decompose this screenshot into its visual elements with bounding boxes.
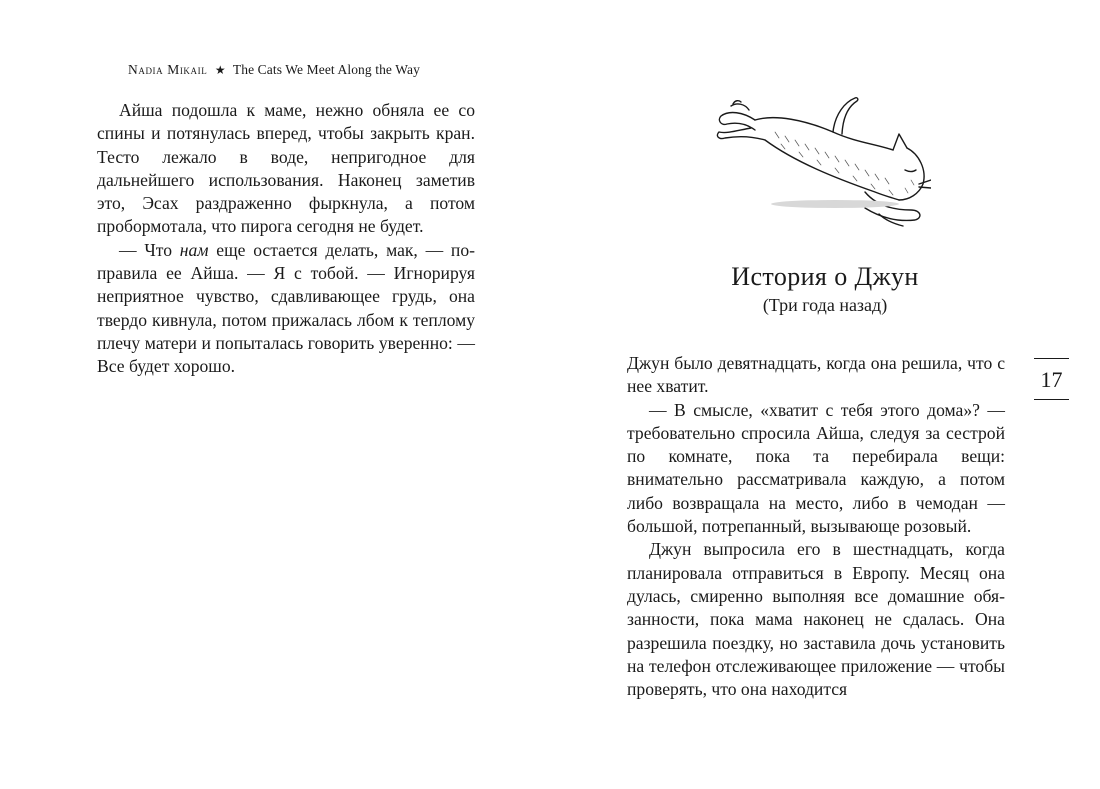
star-icon: ★ <box>214 63 226 77</box>
running-head-book-title: The Cats We Meet Along the Way <box>232 62 420 77</box>
text-run: — В смысле, «хватит с тебя этого дома»? — требовательно спросила Айша, следуя за сестрой по комнате, пока та перебирала вещи: внимательно рассматривала каждую, а потом либо возвращала на место, либо в чемодан — большой, потрепанный, вызывающе розовый. <box>627 399 1005 537</box>
right-page-body-text <box>627 352 1005 701</box>
chapter-title: История о Джун <box>731 262 919 291</box>
text-run: — Что <box>119 239 180 260</box>
chapter-subtitle: (Три года назад) <box>762 295 888 315</box>
text-run: еще остается делать, мак, — поправила ее Айша. — Я с тобой. — Игнорируя неприятное чувство, сдавливающее грудь, она твердо кивнула, потом прижалась лбом к теплому плечу матери и попыталась говорить уверенно: — Все будет хорошо. <box>97 239 475 377</box>
page-number: 17 <box>1034 358 1069 400</box>
sleeping-cat-icon <box>715 92 931 232</box>
left-page-body-text <box>97 99 475 379</box>
text-run: Джун выпросила его в шестнадцать, когда планировала отправиться в Европу. Месяц она дулась, смиренно выполняя все домашние обязанности, пока мама наконец не сдалась. Она разрешила поездку, но заставила дочь установить на телефон отслеживающее приложение — чтобы проверять, что она находится <box>627 539 1005 700</box>
paragraph <box>97 99 475 239</box>
paragraph <box>97 239 475 379</box>
running-head-author: Nadia Mikail <box>128 62 208 77</box>
italic-text-run: нам <box>179 239 209 260</box>
right-page <box>550 0 1100 789</box>
text-run: Джун было девятнадцать, когда она решила, что с нее хватит. <box>627 353 1005 397</box>
running-head <box>128 62 420 78</box>
paragraph <box>627 352 1005 399</box>
paragraph <box>627 538 1005 701</box>
paragraph <box>627 399 1005 539</box>
text-run: Айша подошла к маме, нежно обняла ее со спины и потянулась вперед, чтобы закрыть кран. Тесто лежало в воде, непригодное для дальнейшего использования. Наконец заметив это, Эсах раздраженно фыркнула, а потом пробормотала, что пирога сегодня не будет. <box>97 100 475 237</box>
